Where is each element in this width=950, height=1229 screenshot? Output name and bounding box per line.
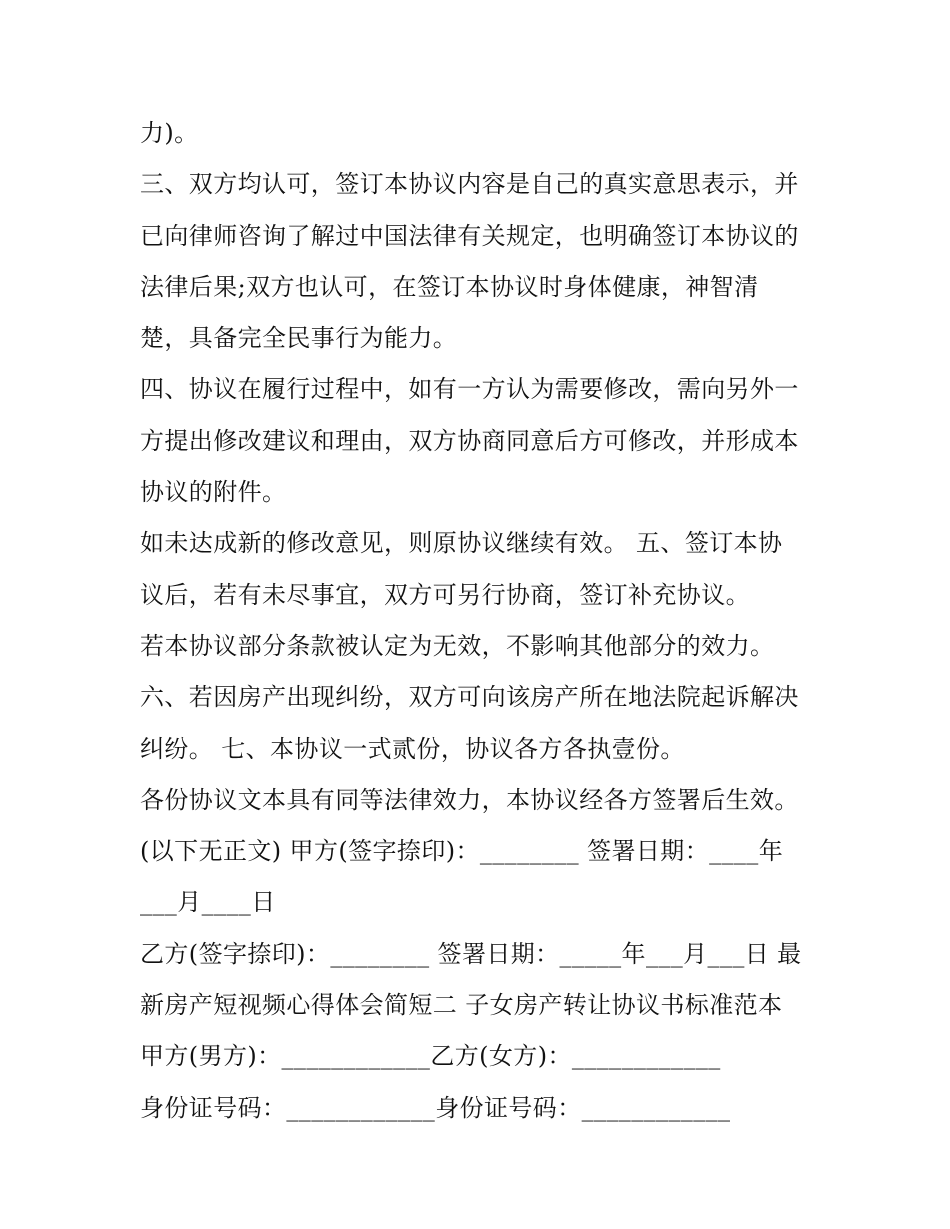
text-line: 六、若因房产出现纠纷，双方可向该房产所在地法院起诉解决 [140,683,799,712]
text-line: 法律后果;双方也认可，在签订本协议时身体健康，神智清 [140,272,759,301]
text-line: 议后，若有未尽事宜，双方可另行协商，签订补充协议。 [140,580,750,609]
text-line: 方提出修改建议和理由，双方协商同意后方可修改，并形成本 [140,426,799,455]
text-line: 力)。 [140,119,199,147]
text-line: 纠纷。 七、本协议一式贰份，协议各方各执壹份。 [140,734,685,763]
text-line: 各份协议文本具有同等法律效力，本协议经各方签署后生效。 [140,785,799,814]
text-line: 甲方(男方)：____________乙方(女方)：____________ [140,1042,721,1071]
text-line: 若本协议部分条款被认定为无效，不影响其他部分的效力。 [140,631,775,660]
text-line: (以下无正文) 甲方(签字捺印)：________ 签署日期：____年 [140,837,784,866]
text-line: 如未达成新的修改意见，则原协议继续有效。 五、签订本协 [140,529,783,558]
document-body [140,108,830,1134]
text-line: 新房产短视频心得体会简短二 子女房产转让协议书标准范本 [140,991,783,1020]
text-line: 四、协议在履行过程中，如有一方认为需要修改，需向另外一 [140,375,799,404]
text-line: 楚，具备完全民事行为能力。 [140,324,458,353]
text-line: ___月____日 [140,888,276,917]
text-line: 乙方(签字捺印)：________ 签署日期：_____年___月___日 最 [140,939,802,968]
text-line: 已向律师咨询了解过中国法律有关规定，也明确签订本协议的 [140,221,799,250]
text-line: 三、双方均认可，签订本协议内容是自己的真实意思表示，并 [140,170,799,199]
text-line: 协议的附件。 [140,478,287,507]
text-line: 身份证号码：____________身份证号码：____________ [140,1093,731,1122]
